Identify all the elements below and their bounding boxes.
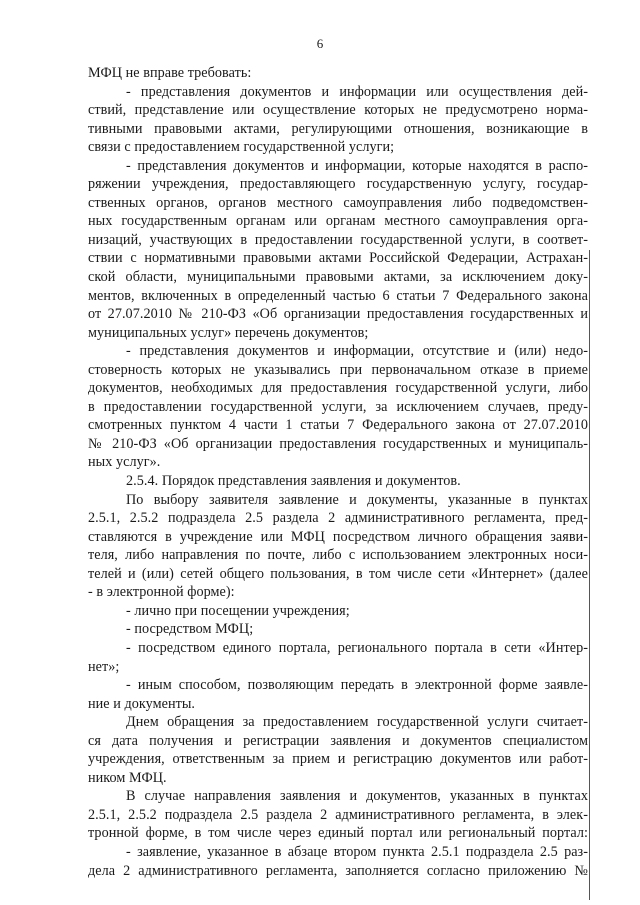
text-line: ской области, муниципальными правовыми актами, за исключением доку- xyxy=(88,269,588,286)
text-line: муниципальных услуг» перечень документов; xyxy=(88,324,369,341)
text-line: ственных органов, органов местного самоуправления либо подведомствен- xyxy=(88,194,588,211)
text-line: - представления документов и информации или осуществления дей- xyxy=(126,83,588,100)
text-line: тронной форме, в том числе через единый портал или региональный портал: xyxy=(88,825,588,842)
page-number: 6 xyxy=(316,36,324,51)
text-line: от 27.07.2010 № 210-ФЗ «Об организации предоставления государственных и xyxy=(88,306,588,323)
text-line: нет»; xyxy=(88,658,120,675)
text-line: ставляются в учреждение или МФЦ посредством личного обращения заяви- xyxy=(88,528,588,545)
text-line: связи с предоставлением государственной услуги; xyxy=(88,139,395,156)
text-line: 2.5.1, 2.5.2 подраздела 2.5 раздела 2 административного регламента, в элек- xyxy=(88,806,588,823)
text-line: - лично при посещении учреждения; xyxy=(126,602,350,619)
text-line: ментов, включенных в определенный частью 6 статьи 7 Федерального закона xyxy=(88,287,588,304)
text-line: - иным способом, позволяющим передать в электронной форме заявле- xyxy=(126,677,588,694)
text-line: смотренных пунктом 4 части 1 статьи 7 Федерального закона от 27.07.2010 xyxy=(88,417,588,434)
text-line: теля, либо направления по почте, либо с использованием электронных носи- xyxy=(88,547,588,564)
text-line: низаций, участвующих в предоставлении государственной услуги, в соответ- xyxy=(88,231,588,248)
text-line: - посредством МФЦ; xyxy=(126,621,254,638)
text-line: По выбору заявителя заявление и документы, указанные в пунктах xyxy=(126,491,588,508)
text-line: - представления документов и информации, отсутствие и (или) недо- xyxy=(126,343,588,360)
text-line: В случае направления заявления и документов, указанных в пунктах xyxy=(126,788,588,805)
document-body xyxy=(88,64,588,880)
text-line: ние и документы. xyxy=(88,695,196,712)
text-line: дела 2 административного регламента, заполняется согласно приложению № xyxy=(88,862,588,879)
text-line: ных государственным органам или органам местного самоуправления орга- xyxy=(88,213,588,230)
text-line: - в электронной форме): xyxy=(88,584,235,601)
text-line: учреждения, ответственным за прием и регистрацию документов или работ- xyxy=(88,751,588,768)
text-line: ся дата получения и регистрации заявления и документов специалистом xyxy=(88,732,588,749)
scan-edge-line xyxy=(589,250,590,900)
text-line: № 210-ФЗ «Об организации предоставления государственных и муниципаль- xyxy=(88,435,588,452)
text-line: ником МФЦ. xyxy=(88,769,167,786)
text-line: ряжении учреждения, предоставляющего государственную услугу, государ- xyxy=(88,176,588,193)
text-line: тивными правовыми актами, регулирующими отношения, возникающие в xyxy=(88,120,588,137)
text-line: Днем обращения за предоставлением государственной услуги считает- xyxy=(126,714,588,731)
text-line: - заявление, указанное в абзаце втором пункта 2.5.1 подраздела 2.5 раз- xyxy=(126,843,588,860)
text-line: стоверность которых не указывались при первоначальном отказе в приеме xyxy=(88,361,588,378)
text-line: ных услуг». xyxy=(88,454,161,471)
text-line: - посредством единого портала, регионального портала в сети «Интер- xyxy=(126,639,588,656)
text-line: ствии с нормативными правовыми актами Российской Федерации, Астрахан- xyxy=(88,250,588,267)
text-line: в предоставлении государственной услуги, за исключением случаев, преду- xyxy=(88,398,588,415)
text-line: документов, необходимых для предоставления государственной услуги, либо xyxy=(88,380,588,397)
text-line: - представления документов и информации, которые находятся в распо- xyxy=(126,157,588,174)
text-line: 2.5.1, 2.5.2 подраздела 2.5 раздела 2 административного регламента, пред- xyxy=(88,510,588,527)
text-line: МФЦ не вправе требовать: xyxy=(88,65,252,81)
text-line: ствий, представление или осуществление которых не предусмотрено норма- xyxy=(88,102,588,119)
text-line: 2.5.4. Порядок представления заявления и документов. xyxy=(126,473,461,490)
text-line: телей и (или) сетей общего пользования, в том числе сети «Интернет» (далее xyxy=(88,565,588,582)
